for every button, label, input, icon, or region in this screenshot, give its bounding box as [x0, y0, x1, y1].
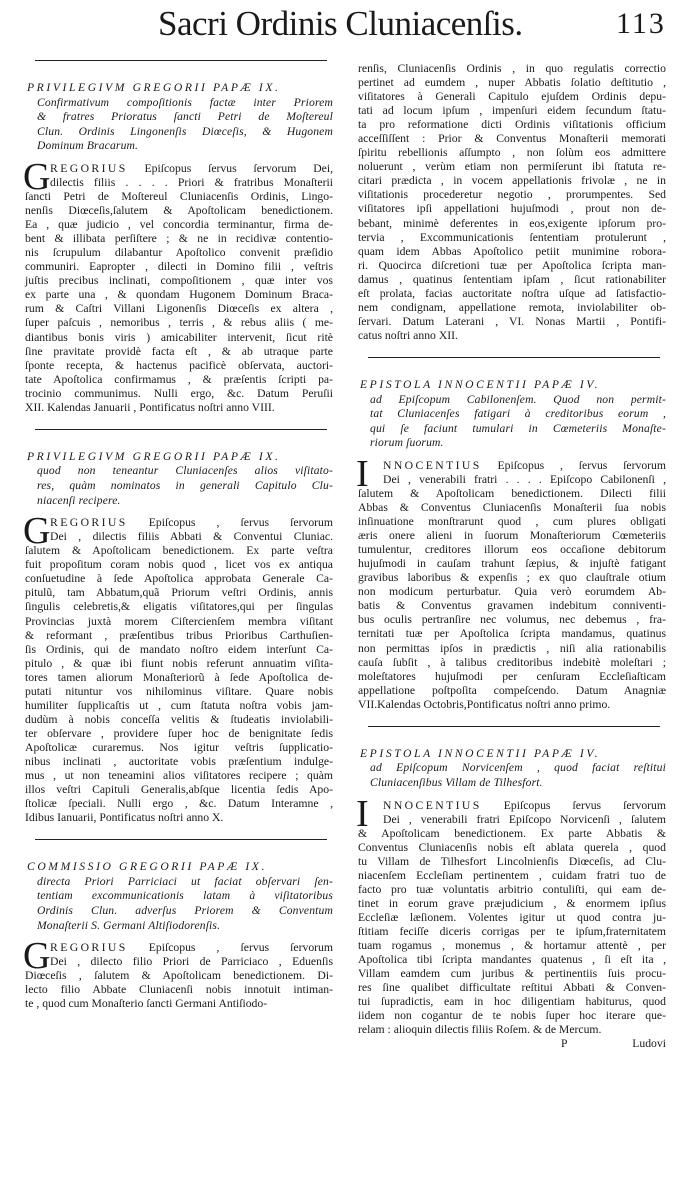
text-line: non modicum perturbatur. Quia verò eorumdem Ab-	[358, 585, 666, 599]
text-line: ſtolicæ ſpeciali. Nulli ergo , &c. Datum Interamne ,	[25, 797, 333, 811]
first-word: NNOCENTIUS	[383, 798, 482, 812]
section-subtitle	[370, 761, 666, 790]
subtitle-line: Ordinis Clun. adverſus Priorem & Conventum	[37, 904, 333, 917]
text-line: tores tamen aliorum Monaſteriorũ à ſede Apoſtolica de-	[25, 670, 333, 684]
text-line: ſuper paſcuis , nemoribus , terris , & rebus aliis ( me-	[25, 316, 333, 330]
text-line: tinet in eorum grave præjudicium , & enormem ipſius	[358, 896, 666, 910]
text-line: Idibus Ianuarii, Pontificatus noſtri anno X.	[25, 811, 224, 825]
text-line: XII. Kalendas Januarii , Pontificatus noſtri anno VIII.	[25, 400, 275, 414]
text-line: Dei , dilectis filiis Abbati & Conventui Cluniac.	[50, 530, 333, 544]
subtitle-line: Clun. Ordinis Lingonenſis Diœceſis, & Hugonem	[37, 124, 333, 138]
text-line: ter obſervare , providere ſuper hoc de benignitate ſedis	[25, 726, 333, 740]
subtitle-line: riorum ſuorum.	[370, 436, 444, 450]
text-line: dilectis filiis . . . . Priori & fratribus Monaſterii	[50, 176, 333, 190]
text-line: Conventus Cluniacenſis nobis eſt ablata querela , quod	[358, 840, 666, 854]
text-line: rum & Caſtri Villani Ligonenſis Diœceſis ex altera ,	[25, 302, 333, 316]
text-line: communiri. Eapropter , dilecti in Domino filii , veſtris	[25, 260, 333, 274]
subtitle-line: tentiam excommunicationis latam à viſitatoribus	[37, 889, 333, 903]
text-line: Provincias juxtà morem Ciſtercienſem membra viſitant	[25, 614, 333, 628]
text-line: dudùm à nobis conceſſa velitis & ſtudeatis inviolabili-	[25, 712, 333, 726]
text-line: lecto filio Abbate Cluniacenſi nobis innotuit intiman-	[25, 983, 333, 997]
text-line: renſis, Cluniacenſis Ordinis , in quo regulatis correctio	[358, 62, 666, 75]
text-line: æris onere alieni in ſuorum Monaſteriorum Cœmeteriis	[358, 529, 666, 543]
subtitle-line: quod non teneantur Cluniacenſes alios viſitato-	[37, 464, 333, 478]
first-word: REGORIUS	[50, 941, 128, 955]
first-line-rest: Epiſcopus , ſervus ſervorum	[127, 941, 333, 955]
text-line: res ſine qualibet difficultate reſtitui Abbati & Conven-	[358, 981, 666, 995]
section-heading	[25, 860, 333, 933]
text-line	[25, 516, 333, 530]
section-heading	[25, 81, 333, 154]
drop-cap: G	[23, 935, 51, 978]
subtitle-line: tat Cluniacenſes fatigari à creditoribus eorum ,	[370, 407, 666, 421]
text-line: citari prædicta , in vocem appellationis frivolæ , ne in	[358, 174, 666, 188]
text-line: bus oculis pertranſire nec volumus, nec debemus , fra-	[358, 613, 666, 627]
text-line: VII.Kalendas Octobris,Pontificatus noſtri anno primo.	[358, 697, 611, 711]
subtitle-line: ad Epiſcopum Cabilonenſem. Quod non permit-	[370, 392, 666, 406]
text-line: nem condignam, appellatione remota, inviolabiliter ob-	[358, 300, 666, 314]
text-line: Apoſtolica tibi ſcripta mandantes quatenus , ſi eſt ita ,	[358, 953, 666, 967]
drop-cap: I	[356, 792, 369, 835]
text-line: ſancti Petri de Moſtereul Cluniacenſis Ordinis, Lingo-	[25, 190, 333, 204]
text-line: Dei , dilecto filio Priori de Parriciaco , Eduenſis	[50, 955, 333, 969]
text-line: tervia , Excommunicationis ſententiam protulerunt ,	[358, 230, 666, 244]
signature-mark: P	[561, 1037, 568, 1051]
first-line-rest: Epiſcopus ſervus ſervorum	[481, 798, 666, 812]
text-line: iidem non cogantur de te nobis ſuper hoc iterare que-	[358, 1009, 666, 1023]
text-line: diantibus bonis viris ) amicabiliter intervenit, ſicut ritè	[25, 330, 333, 344]
subtitle-line: qui ſe faciunt tumulari in Cœmeteriis Monaſte-	[370, 421, 666, 435]
text-line: viſitatores ipſi appellationi hujuſmodi , prout non de-	[358, 202, 666, 216]
first-line-rest: Epiſcopus , ſervus ſervorum	[481, 458, 666, 472]
text-line: tumulentur, creditores illorum eos occaſione debitorum	[358, 543, 666, 557]
continuation-text	[358, 62, 666, 343]
text-line: ex parte una , & quondam Hugonem Dominum Braca-	[25, 288, 333, 302]
section-title: PRIVILEGIVM GREGORII PAPÆ IX.	[27, 81, 281, 94]
subtitle-line: ad Epiſcopum Norvicenſem , quod faciat reſtitui	[370, 761, 666, 775]
section-heading	[358, 747, 666, 791]
text-line: nibus inclinati , auctoritate vobis præſentium indulge-	[25, 754, 333, 768]
text-line: tate Apoſtolica confirmamus , & præſentis ſcripti pa-	[25, 372, 333, 386]
text-line: Dei , venerabili fratri . . . . Epiſcopo Cabilonenſi ,	[383, 472, 666, 486]
drop-cap: G	[23, 155, 51, 198]
drop-cap: G	[23, 510, 51, 553]
section-privilegium-2	[25, 450, 333, 825]
text-line: fuit propoſitum coram nobis quod , licet vos ex antiqua	[25, 558, 333, 572]
text-line: eſt prolata, facias auctoritate noſtra uſque ad ſatisfactio-	[358, 286, 666, 300]
page-footer	[358, 1037, 666, 1051]
subtitle-line: directa Priori Parriciaci ut faciat obſervari ſen-	[37, 874, 333, 888]
section-body	[23, 155, 333, 415]
text-line: ta pro reformatione dicti Ordinis viſitationis officium	[358, 118, 666, 132]
section-commissio	[25, 860, 333, 1011]
text-line: ſine pravitate providè facta eſt , & ab utraque parte	[25, 344, 333, 358]
text-line: Eccleſiæ læſionem. Volentes igitur ut quod contra ju-	[358, 910, 666, 924]
text-line: ſalutem & Apoſtolicam benedictionem. Ex parte veſtra	[25, 544, 333, 558]
right-column	[358, 62, 666, 1051]
text-line: relam : alioquin dilectis filiis Roſem. & de Mercum.	[358, 1023, 602, 1037]
drop-cap: I	[356, 452, 369, 495]
text-line: bebant, minimè deferentes in eos,exigente ipſorum pro-	[358, 216, 666, 230]
subtitle-line: niacenſi recipere.	[37, 493, 121, 507]
section-subtitle	[370, 393, 666, 451]
first-line-rest: Epiſcopus ſervus ſervorum Dei,	[127, 161, 333, 175]
section-body	[23, 935, 333, 1011]
text-line: noluerunt , verùm etiam non permiſerunt ibi ſtatuta re-	[358, 160, 666, 174]
text-line: niacenſem Eccleſiam pertinentem , cuidam fratri tuo de	[358, 868, 666, 882]
text-line: ri. Quocirca diſcretioni tuæ per Apoſtolica ſcripta man-	[358, 258, 666, 272]
page-number: 113	[616, 7, 666, 40]
subtitle-line: & fratres Prioratus ſancti Petri de Moſtereul	[37, 110, 333, 124]
subtitle-line: Cluniacenſibus Villam de Tilhesfort.	[370, 775, 543, 789]
text-line: bent & illibata perſiſtere ; & ne in recidivæ contentio-	[25, 232, 333, 246]
running-title: Sacri Ordinis Cluniacenſis.	[158, 4, 523, 43]
text-line: tuam rogamus , monemus , & hortamur attentè , per	[358, 939, 666, 952]
section-body	[356, 792, 666, 1038]
subtitle-line: Monaſterii S. Germani Altiſiodorenſis.	[37, 918, 221, 932]
text-line: te , quod cum Monaſterio ſancti Germani Antiſiodo-	[25, 997, 268, 1011]
section-title: EPISTOLA INNOCENTII PAPÆ IV.	[360, 746, 601, 760]
text-line: pitulũ, tam Abbatum,quã Priorum veſtri Ordinis, annis	[25, 586, 333, 600]
text-line: illos veſtri Capituli Generalis,abſque licentia ſedis Apo-	[25, 783, 333, 797]
section-heading	[25, 450, 333, 508]
text-line: damus , quatinus ſententiam ipſam , ſicut rationabiliter	[358, 272, 666, 286]
text-line	[358, 459, 666, 473]
section-epistola-1	[358, 378, 666, 712]
text-line: pitulo , & quæ ibi fiunt nobis referunt annuatim viſita-	[25, 656, 333, 670]
subtitle-line: Confirmativum compoſitionis factæ inter Priorem	[37, 95, 333, 109]
text-line: nis ſcrupulum dilabantur Apoſtolico convenit præſidio	[25, 246, 333, 260]
text-line: appellatione poſtpoſita compeſcendo. Datum Anagniæ	[358, 683, 666, 697]
first-word: NNOCENTIUS	[383, 458, 482, 472]
text-line: acceſſiſſent : Prior & Conventus Monaſterii memorati	[358, 132, 666, 146]
text-line: conſuetudine à ſede Apoſtolica approbata Generale Ca-	[25, 572, 333, 586]
text-line: gravibus laboribus & expenſis ; ex quo clauſtrale otium	[358, 571, 666, 585]
text-line: moleſtatores hujuſmodi per cenſuram Eccleſiaſticam	[358, 669, 666, 683]
text-line: tui ſupradictis, eam in hoc diligentiam habiturus, quod	[358, 995, 666, 1009]
text-line: & Apoſtolicam benedictionem. Ex parte Abbatis &	[358, 826, 666, 840]
text-line: ſalutem & Apoſtolicam benedictionem. Dilecti filii	[358, 487, 666, 500]
section-subtitle	[37, 96, 333, 154]
section-title: EPISTOLA INNOCENTII PAPÆ IV.	[360, 377, 601, 391]
text-line: tu Villam de Tilhesfort Lincolnienſis Diœceſis, ad Clu-	[358, 854, 666, 868]
text-line: Apoſtolicæ curaremus. Nos igitur veſtris ſupplicatio-	[25, 740, 333, 754]
text-line	[25, 941, 333, 955]
text-line	[358, 799, 666, 813]
text-line: hujuſmodi in cauſam trahunt ſæpius, & injuſtè fatigant	[358, 557, 666, 571]
section-body	[23, 510, 333, 825]
text-line: ſingulis celebretis,& eligatis viſitatores,qui per ſingulas	[25, 600, 333, 614]
left-column	[25, 60, 333, 1011]
catchword: Ludovi	[632, 1037, 666, 1051]
text-line: ſtitiam feciſſe diceris corrigas per te ipſum,fraternitatem	[358, 924, 666, 938]
text-line: mus , ut non teneamini alios viſitatores recipere ; quàm	[25, 769, 333, 783]
text-line: trocinio communimus. Nulli ergo, &c. Datum Peruſii	[25, 386, 333, 400]
text-line: ſponte recepta, & hactenus pacificè obſervata, auctori-	[25, 358, 333, 372]
text-line: facto pro tuæ voluntatis arbitrio contuliſti, qui eam de-	[358, 882, 666, 896]
text-line: humiliter ſupplicaſtis ut , cum ſtatuta noſtra vobis jam-	[25, 698, 333, 712]
text-line: Diœceſis , ſalutem & Apoſtolicam benedictionem. Di-	[25, 969, 333, 983]
section-title: COMMISSIO GREGORII PAPÆ IX.	[27, 860, 267, 874]
subtitle-line: Dominum Bracarum.	[37, 139, 139, 153]
text-line: inſinuatione monſtrarunt quod , cum plures obligati	[358, 515, 666, 529]
text-line: cauſa ſubſit , à talibus creditoribus indebitè moleſtari ;	[358, 655, 666, 669]
text-line	[25, 162, 333, 176]
first-word: REGORIUS	[50, 161, 128, 175]
text-line: viſitationis procederetur negotio , prorumpentes. Sed	[358, 188, 666, 202]
text-line: tati ad locum ipſum , impenſuri eidem ſecundum ſtatu-	[358, 104, 666, 118]
first-word: REGORIUS	[50, 516, 128, 530]
text-line: ſervari. Datum Laterani , VI. Nonas Martii , Pontifi-	[358, 314, 666, 328]
text-line: quam idem Abbas Apoſtolico petiit munimine robora-	[358, 244, 666, 258]
section-subtitle	[37, 464, 333, 508]
text-line: Ea , quæ judicio , vel concordia terminantur, firma de-	[25, 218, 333, 232]
text-line: viſitatores à Generali Capitulo ejuſdem Ordinis depu-	[358, 90, 666, 104]
text-line: putati nituntur vos nihilominus viſitare. Quare nobis	[25, 684, 333, 698]
running-head	[0, 2, 694, 46]
section-subtitle	[37, 875, 333, 933]
text-line: juſtis precibus inclinati, compoſitionem , quæ inter vos	[25, 274, 333, 288]
text-line: pertinet ad eumdem , nuper Abbatis ſolatio deſtitutio ,	[358, 76, 666, 90]
text-line: Villam eamdem cum juribus & pertinentiis ſuis procu-	[358, 967, 666, 981]
first-line-rest: Epiſcopus , ſervus ſervorum	[127, 516, 333, 530]
text-line: batis & Conventus gravamen indebitum conniventi-	[358, 599, 666, 613]
text-line: catus noſtri anno XII.	[358, 328, 458, 342]
text-line: & reformant , præſentibus tribus Prioribus Carthuſien-	[25, 628, 333, 642]
text-line: Abbas & Conventus Cluniacenſis Monaſterii ſua nobis	[358, 501, 666, 515]
section-body	[356, 452, 666, 712]
text-line: ſpiritu rebellionis aſſumpto , non ſolùm eos admittere	[358, 146, 666, 160]
text-line: Dei , venerabili fratri Epiſcopo Norvicenſi , ſalutem	[383, 812, 666, 826]
section-privilegium-1	[25, 81, 333, 415]
subtitle-line: res, quàm nominatos in generali Capitulo Clu-	[37, 479, 333, 492]
section-epistola-2	[358, 747, 666, 1038]
text-line: ſis Ordinis, qui de mandato noſtro eidem interſunt Ca-	[25, 642, 333, 656]
text-line: non permittas ipſos in prædictis , niſi alia rationabilis	[358, 641, 666, 655]
text-line: nenſis Diœceſis,ſalutem & Apoſtolicam benedictionem.	[25, 204, 333, 218]
text-line: ternitati tuæ per Apoſtolica ſcripta mandamus, quatinus	[358, 627, 666, 641]
section-title: PRIVILEGIVM GREGORII PAPÆ IX.	[27, 449, 281, 463]
section-heading	[358, 378, 666, 451]
